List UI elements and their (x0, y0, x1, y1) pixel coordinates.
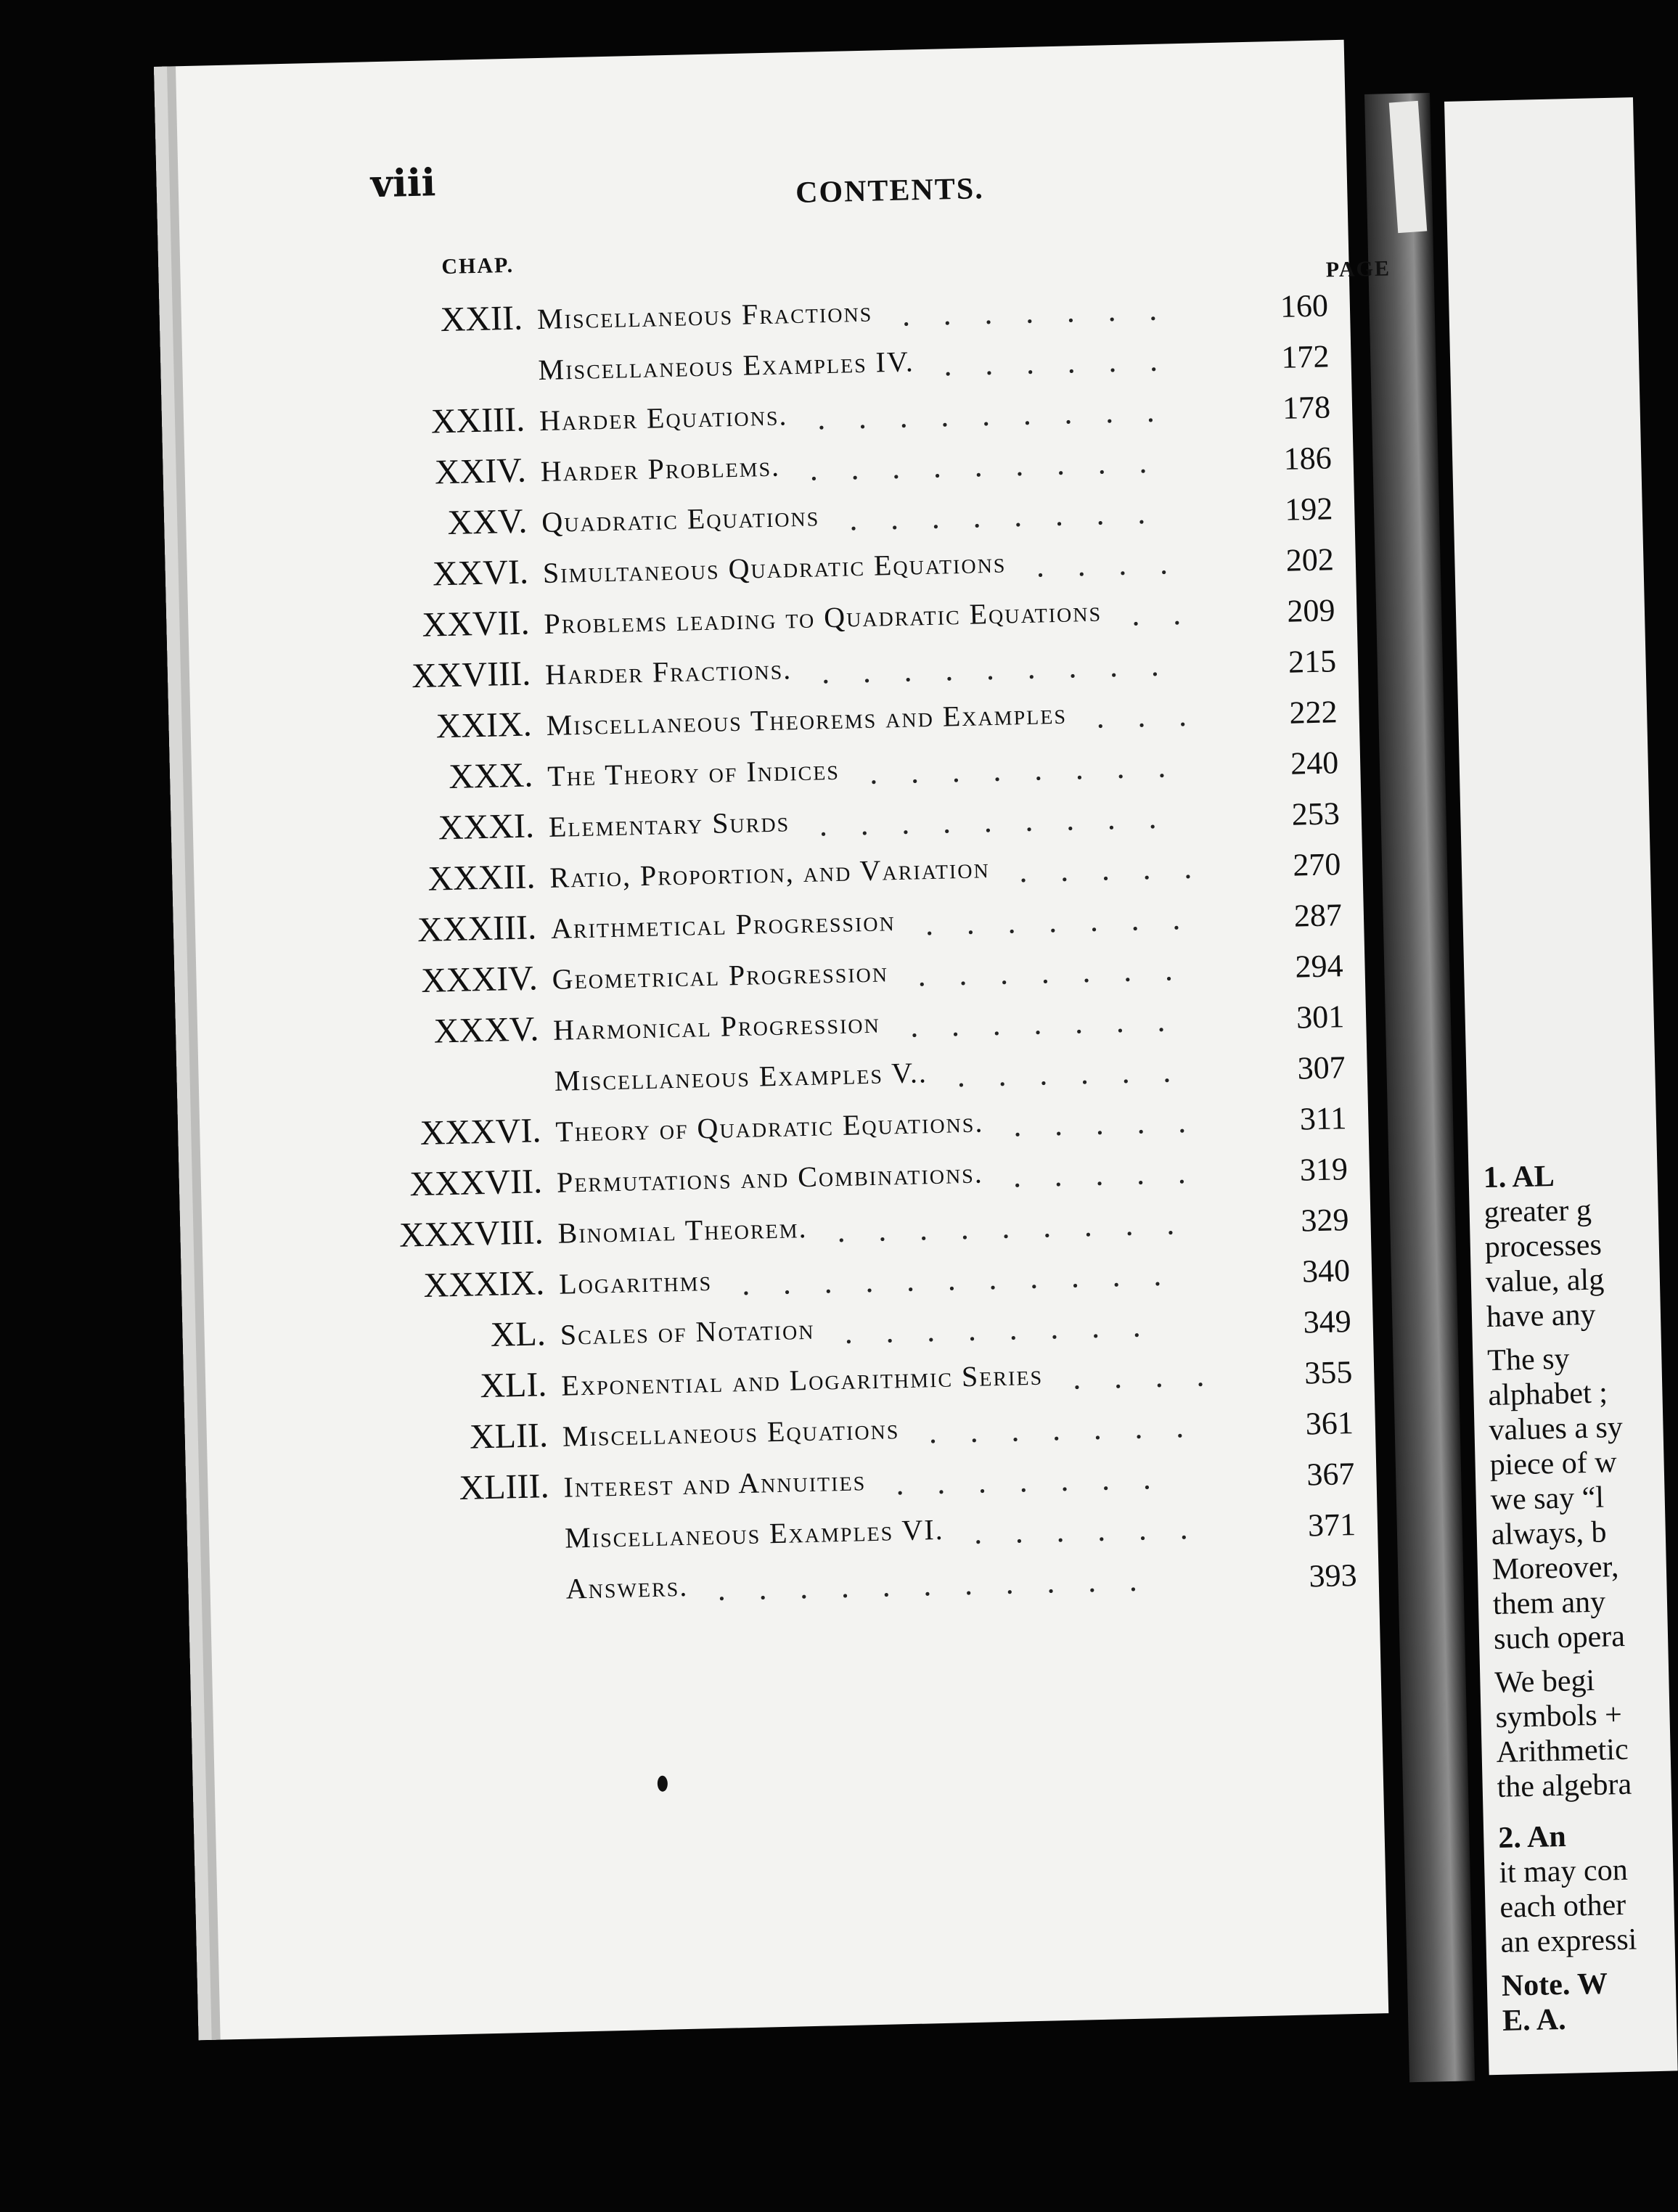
facing-text-line: such opera (1493, 1619, 1626, 1656)
page-reference: 202 (1285, 541, 1335, 578)
dot-leader: ...... (956, 1054, 1204, 1094)
dot-leader: .... (1071, 1359, 1237, 1396)
chapter-title: Miscellaneous Examples VI. (564, 1512, 945, 1554)
dot-leader: ..... (1012, 1156, 1219, 1195)
facing-text-line: alphabet ; (1487, 1376, 1608, 1413)
chapter-title: Answers. (565, 1569, 689, 1605)
facing-text-line: E. A. (1502, 2002, 1567, 2038)
chapter-number: XXXVIII. (398, 1213, 544, 1255)
chapter-number: XLII. (469, 1416, 549, 1457)
facing-text-line: each other (1499, 1888, 1626, 1925)
chapter-number: XXXV. (433, 1009, 539, 1051)
page-reference: 393 (1309, 1557, 1358, 1594)
dot-leader: ........... (716, 1563, 1171, 1607)
dot-leader: ......... (818, 800, 1190, 843)
page-reference: 186 (1283, 440, 1333, 477)
chapter-title: The Theory of Indices (547, 753, 840, 792)
facing-text-line: We begi (1494, 1663, 1595, 1700)
chapter-title: Elementary Surds (548, 805, 790, 843)
facing-text-line: value, alg (1485, 1263, 1605, 1300)
dot-leader: ..... (1012, 1105, 1219, 1144)
chapter-number: XXXVI. (420, 1111, 541, 1153)
dot-leader: ........ (848, 496, 1179, 538)
facing-text-line: Moreover, (1491, 1550, 1619, 1587)
chapter-title: Binomial Theorem. (557, 1211, 808, 1250)
chapter-title: Miscellaneous Equations (562, 1412, 900, 1453)
page-reference: 319 (1299, 1151, 1348, 1188)
chapter-number: XL. (490, 1314, 547, 1354)
page-reference: 160 (1280, 287, 1329, 324)
chapter-number: XXXI. (438, 806, 535, 848)
page-reference: 253 (1291, 795, 1341, 832)
chapter-number: XXXIX. (422, 1263, 545, 1305)
chapter-number: XXVIII. (411, 654, 531, 696)
dot-leader: ....... (909, 1004, 1198, 1044)
chapter-title: Problems leading to Quadratic Equations (544, 594, 1102, 640)
chapter-title: Permutations and Combinations. (556, 1156, 984, 1199)
page-reference: 301 (1296, 999, 1345, 1036)
page-reference: 361 (1305, 1404, 1354, 1442)
facing-text-line: The sy (1486, 1342, 1571, 1378)
contents-body (154, 40, 1391, 2041)
chapter-title: Interest and Annuities (563, 1464, 867, 1504)
chapter-number: XXXIII. (417, 908, 537, 950)
chapter-number: XXXVII. (409, 1162, 543, 1204)
dot-leader: ....... (928, 1410, 1217, 1451)
chapter-number: XXX. (448, 755, 533, 797)
page-reference: 329 (1300, 1202, 1350, 1239)
dot-leader: ...... (973, 1512, 1221, 1551)
facing-text-line: always, b (1491, 1515, 1607, 1552)
page-reference: 178 (1282, 389, 1331, 426)
chapter-number: XLI. (479, 1365, 547, 1406)
page-reference: 192 (1284, 491, 1333, 528)
page-number: viii (370, 160, 436, 207)
chapter-title: Exponential and Logarithmic Series (560, 1358, 1044, 1402)
dot-leader: ......... (809, 446, 1180, 488)
dot-leader: ........... (740, 1258, 1195, 1303)
facing-text-line: have any (1486, 1298, 1596, 1335)
chapter-number: XXIII. (430, 400, 525, 441)
page-reference: 270 (1292, 846, 1341, 883)
page-reference: 349 (1303, 1303, 1352, 1340)
chapter-number: XXVII. (421, 603, 531, 644)
page-reference: 209 (1286, 592, 1335, 629)
dot-leader: ... (1095, 698, 1220, 735)
chapter-title: Miscellaneous Examples V.. (554, 1056, 928, 1097)
page-reference: 371 (1307, 1506, 1356, 1544)
facing-text-line: Note. W (1501, 1967, 1608, 2003)
facing-text-line: processes (1484, 1228, 1603, 1265)
facing-text-line: we say “l (1490, 1480, 1605, 1517)
chapter-number: XXII. (440, 298, 523, 340)
chapter-number: XLIII. (459, 1467, 550, 1507)
facing-text-line: the algebra (1497, 1767, 1632, 1804)
facing-text-line: 2. An (1497, 1819, 1567, 1855)
chapter-title: Theory of Quadratic Equations. (554, 1105, 984, 1148)
dot-leader: ......... (836, 1207, 1208, 1250)
chapter-title: Harder Problems. (540, 449, 781, 488)
dot-leader: .... (1035, 546, 1201, 584)
page-reference: 294 (1294, 948, 1344, 985)
chapter-title: Harder Fractions. (544, 652, 793, 691)
chapter-title: Ratio, Proportion, and Variation (549, 851, 991, 894)
page-title: CONTENTS. (795, 172, 985, 210)
chapter-title: Harder Equations. (539, 398, 788, 438)
chapter-number: XXIX. (435, 705, 533, 746)
chapter-title: Quadratic Equations (541, 499, 820, 539)
chapter-number: XXXIV. (420, 959, 539, 1000)
chapter-title: Miscellaneous Examples IV. (538, 345, 915, 387)
facing-text-line: an expressi (1500, 1922, 1637, 1959)
chapter-number: XXXII. (427, 857, 536, 898)
facing-text-line: 1. AL (1483, 1159, 1555, 1195)
chapter-title: Miscellaneous Fractions (536, 295, 873, 336)
page-reference: 340 (1301, 1253, 1351, 1290)
page-reference: 222 (1289, 694, 1338, 731)
dot-leader: ....... (901, 292, 1190, 333)
chapter-title: Arithmetical Progression (550, 904, 896, 945)
page-column-header: PAGE (1325, 256, 1391, 282)
facing-text-line: greater g (1483, 1193, 1592, 1230)
facing-page (1444, 97, 1678, 2075)
dot-leader: ...... (943, 343, 1191, 383)
chapter-title: Logarithms (558, 1263, 713, 1300)
facing-text-line: piece of w (1489, 1446, 1618, 1483)
facing-page-text (1444, 97, 1637, 2038)
ink-speck (658, 1776, 668, 1792)
page-reference: 307 (1297, 1049, 1346, 1086)
page-reference: 172 (1280, 338, 1330, 375)
facing-text-line: values a sy (1489, 1410, 1624, 1448)
page-reference: 311 (1299, 1100, 1347, 1137)
page-reference: 240 (1290, 745, 1339, 782)
chapter-number: XXIV. (434, 451, 527, 492)
chapter-number: XXV. (446, 501, 528, 542)
facing-text-line: Arithmetic (1496, 1732, 1629, 1769)
chapter-title: Miscellaneous Theorems and Examples (546, 697, 1068, 742)
contents-page (154, 40, 1391, 2041)
dot-leader: ......... (816, 394, 1188, 437)
chapter-title: Scales of Notation (560, 1312, 815, 1351)
chapter-title: Harmonical Progression (552, 1006, 881, 1046)
dot-leader: ....... (924, 902, 1214, 943)
dot-leader: ....... (917, 953, 1206, 994)
chapter-title: Simultaneous Quadratic Equations (542, 546, 1007, 590)
dot-leader: ........ (868, 750, 1199, 791)
dot-leader: .. (1130, 597, 1214, 633)
facing-text-line: symbols + (1495, 1698, 1623, 1734)
dot-leader: ..... (1018, 851, 1225, 890)
page-reference: 287 (1293, 897, 1343, 934)
page-reference: 367 (1306, 1455, 1355, 1493)
dot-leader: ........ (843, 1309, 1174, 1351)
dot-leader: ......... (820, 648, 1192, 691)
page-reference: 215 (1288, 643, 1337, 680)
chapter-title: Geometrical Progression (552, 955, 889, 996)
page-reference: 355 (1303, 1354, 1353, 1391)
dot-leader: ....... (895, 1462, 1184, 1502)
chapter-number: XXVI. (432, 552, 529, 594)
facing-text-line: them any (1492, 1585, 1606, 1622)
chapter-column-header: CHAP. (441, 253, 515, 279)
facing-text-line: it may con (1498, 1853, 1629, 1890)
